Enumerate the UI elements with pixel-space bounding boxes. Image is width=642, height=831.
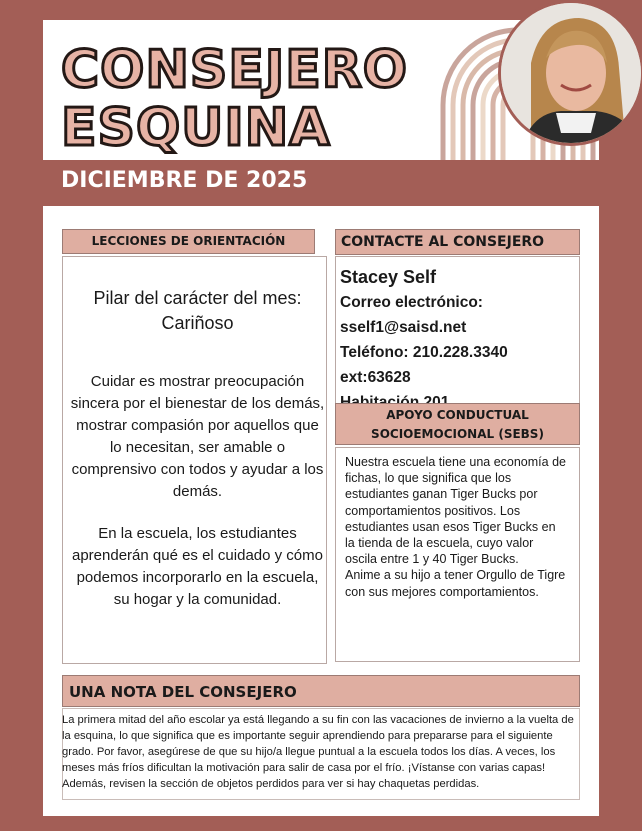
lessons-paragraph-2: En la escuela, los estudiantes aprenderán qué es el cuidado y cómo podemos incorporarlo en la escuela, su hogar y la comunidad. (71, 525, 323, 608)
counselor-photo (498, 0, 642, 146)
email-label: Correo electrónico: (340, 294, 483, 311)
note-body: La primera mitad del año escolar ya está llegando a su fin con las vacaciones de invierno a la vuelta de la esquina, lo que significa que es importante seguir aprendiendo para prepararse para el siguiente grado. Por favor, asegúrese de que su hijo/a llegue puntual a la escuela todos los días. A veces, los meses más fríos dificultan la motivación para salir de casa por el frío. ¡Vístanse con varias capas! Además, revisen la sección de objetos perdidos para ver si hay chaquetas perdidas. (62, 714, 574, 790)
pillar-value: Cariñoso (161, 313, 234, 333)
contact-info (340, 264, 580, 415)
phone-number: Teléfono: 210.228.3340 (340, 344, 508, 361)
sebs-paragraph-1: Nuestra escuela tiene una economía de fichas, lo que significa que los estudiantes ganan Tiger Bucks por comportamientos positivos. Los estudiantes usan esos Tiger Bucks en la tienda de la escuela, cuyo valor oscila entre 1 y 40 Tiger Bucks. (345, 455, 566, 567)
counselor-name: Stacey Self (340, 267, 437, 287)
issue-month: DICIEMBRE DE 2025 (61, 168, 308, 193)
lessons-paragraph-1: Cuidar es mostrar preocupación sincera por el bienestar de los demás, mostrar compasión por aquellos que lo necesitan, ser amable o comprensivo con todos y ayudar a los demás. (70, 373, 325, 500)
note-heading (62, 675, 580, 707)
sebs-heading (335, 403, 580, 445)
sebs-heading-line2: SOCIOEMOCIONAL (SEBS) (371, 427, 544, 441)
pillar-title (70, 286, 325, 336)
contact-heading (335, 229, 580, 255)
pillar-title-line1: Pilar del carácter del mes: (93, 288, 302, 308)
title-line-1: CONSEJERO (61, 40, 408, 100)
lessons-heading-text: LECCIONES DE ORIENTACIÓN (91, 234, 286, 248)
note-heading-text: UNA NOTA DEL CONSEJERO (69, 683, 297, 701)
email-address[interactable]: sself1@saisd.net (340, 319, 467, 336)
title-line-2: ESQUINA (61, 98, 331, 158)
lessons-heading (62, 229, 315, 254)
counselor-portrait-image (501, 3, 642, 146)
contact-heading-text: CONTACTE AL CONSEJERO (341, 234, 545, 250)
sebs-heading-line1: APOYO CONDUCTUAL (386, 408, 529, 422)
sebs-body (345, 454, 567, 600)
phone-extension: ext:63628 (340, 369, 411, 386)
sebs-paragraph-2: Anime a su hijo a tener Orgullo de Tigre con sus mejores comportamientos. (345, 568, 566, 599)
